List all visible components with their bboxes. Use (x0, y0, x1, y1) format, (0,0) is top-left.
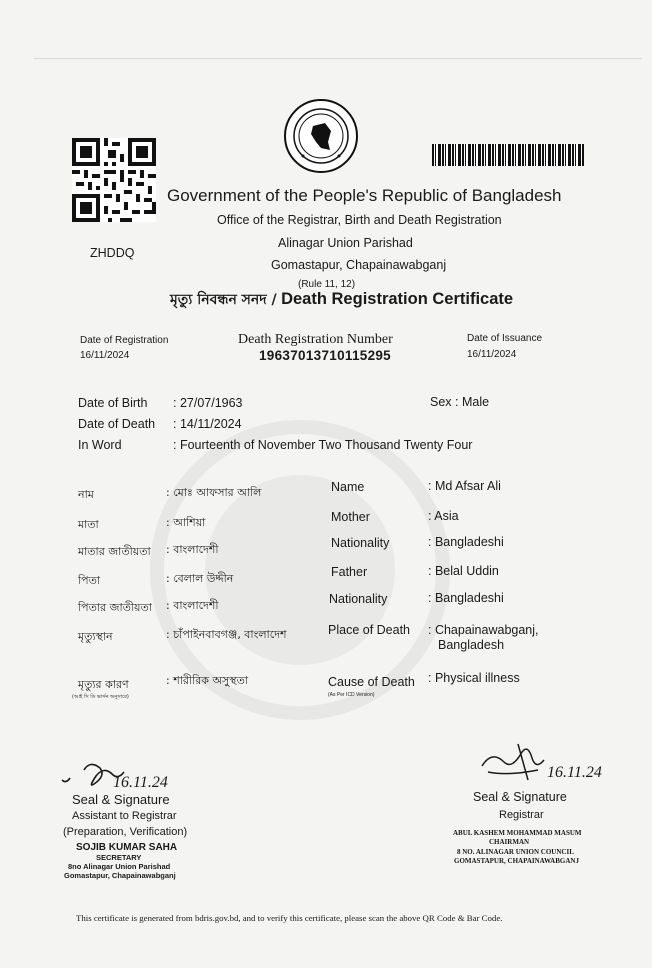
en-mother-value: : Asia (428, 509, 459, 523)
en-mother-nationality-label: Nationality (331, 536, 390, 550)
certificate-title-bn: মৃত্যু নিবন্ধন সনদ / (170, 292, 277, 308)
bn-place-label: মৃত্যুস্থান (78, 630, 113, 643)
bn-cause-note: (আই সি ডি ভার্সন অনুসারে) (72, 694, 129, 700)
en-father-value: : Belal Uddin (428, 564, 499, 578)
left-stamp-title: SECRETARY (96, 853, 142, 862)
left-role: Assistant to Registrar (72, 810, 177, 822)
bn-father-nationality-label: পিতার জাতীয়তা (78, 601, 152, 614)
en-mother-nationality-value: : Bangladeshi (428, 535, 504, 549)
dob-label: Date of Birth (78, 396, 148, 410)
footer-note: This certificate is generated from bdris.gov.bd, and to verify this certificate, please scan the above QR Code & Bar Code. (76, 913, 503, 923)
en-name-label: Name (331, 480, 365, 494)
rule-reference: (Rule 11, 12) (298, 279, 356, 290)
office-title: Office of the Registrar, Birth and Death Registration (217, 213, 502, 227)
registration-date-value: 16/11/2024 (80, 350, 130, 361)
en-father-nationality-label: Nationality (329, 592, 388, 606)
en-cause-note: (As Per ICD Version) (328, 692, 375, 698)
government-title: Government of the People's Republic of Bangladesh (167, 186, 562, 205)
location-name: Gomastapur, Chapainawabganj (271, 258, 447, 272)
right-stamp-name: ABUL KASHEM MOHAMMAD MASUM (453, 829, 582, 837)
paper-edge (34, 58, 642, 59)
registration-number-value: 19637013710115295 (259, 348, 391, 363)
dod-value: : 14/11/2024 (173, 417, 242, 431)
captcha-code: ZHDDQ (90, 246, 135, 260)
registration-date-label: Date of Registration (80, 335, 169, 346)
en-place-value-line2: Bangladesh (438, 638, 505, 652)
bn-name-value: : মোঃ আফসার আলি (166, 486, 262, 499)
left-stamp-name: SOJIB KUMAR SAHA (76, 842, 178, 853)
bn-place-value: : চাঁপাইনবাবগঞ্জ, বাংলাদেশ (166, 628, 287, 641)
right-role: Registrar (499, 809, 544, 821)
bn-mother-nationality-value: : বাংলাদেশী (166, 543, 219, 556)
sex-field: Sex : Male (430, 395, 490, 409)
en-place-value-line1: : Chapainawabganj, (428, 623, 539, 637)
government-seal-icon (283, 98, 359, 174)
bn-father-value: : বেলাল উদ্দীন (166, 572, 234, 585)
registration-number-label: Death Registration Number (238, 332, 393, 347)
bn-mother-value: : আশিয়া (166, 516, 206, 529)
en-father-label: Father (331, 565, 368, 579)
inword-value: : Fourteenth of November Two Thousand Twenty Four (173, 438, 473, 452)
en-cause-label: Cause of Death (328, 675, 415, 689)
en-mother-label: Mother (331, 510, 370, 524)
bn-name-label: নাম (78, 488, 94, 501)
certificate-title (170, 288, 513, 312)
en-cause-value: : Physical illness (428, 671, 520, 685)
left-stamp-office: 8no Alinagar Union Parishad (68, 862, 171, 871)
right-stamp-title: CHAIRMAN (489, 838, 530, 846)
bn-cause-value: : শারীরিক অসুস্থতা (166, 674, 249, 687)
left-seal-label: Seal & Signature (72, 792, 170, 807)
left-role-detail: (Preparation, Verification) (63, 826, 188, 838)
barcode-icon (432, 144, 584, 166)
union-name: Alinagar Union Parishad (278, 236, 413, 250)
qr-code-icon (72, 138, 156, 222)
bn-mother-label: মাতা (78, 518, 99, 531)
dob-value: : 27/07/1963 (173, 396, 243, 410)
en-place-label: Place of Death (328, 623, 410, 637)
left-stamp-location: Gomastapur, Chapainawabganj (64, 871, 176, 880)
bn-mother-nationality-label: মাতার জাতীয়তা (78, 545, 151, 558)
right-seal-label: Seal & Signature (473, 790, 567, 804)
inword-label: In Word (78, 438, 122, 452)
en-name-value: : Md Afsar Ali (428, 479, 501, 493)
left-signature-date: 16.11.24 (113, 774, 168, 791)
certificate-title-en: Death Registration Certificate (281, 290, 514, 308)
right-stamp-office: 8 NO. ALINAGAR UNION COUNCIL (457, 848, 574, 856)
dod-label: Date of Death (78, 417, 156, 431)
right-signature-icon (478, 740, 558, 784)
bn-father-nationality-value: : বাংলাদেশী (166, 599, 219, 612)
right-signature-date: 16.11.24 (547, 764, 602, 781)
en-father-nationality-value: : Bangladeshi (428, 591, 504, 605)
issuance-date-label: Date of Issuance (467, 333, 543, 344)
right-stamp-location: GOMASTAPUR, CHAPAINAWABGANJ (454, 857, 579, 865)
bn-cause-label: মৃত্যুর কারণ (78, 678, 129, 691)
issuance-date-value: 16/11/2024 (467, 349, 517, 360)
bn-father-label: পিতা (78, 574, 101, 587)
